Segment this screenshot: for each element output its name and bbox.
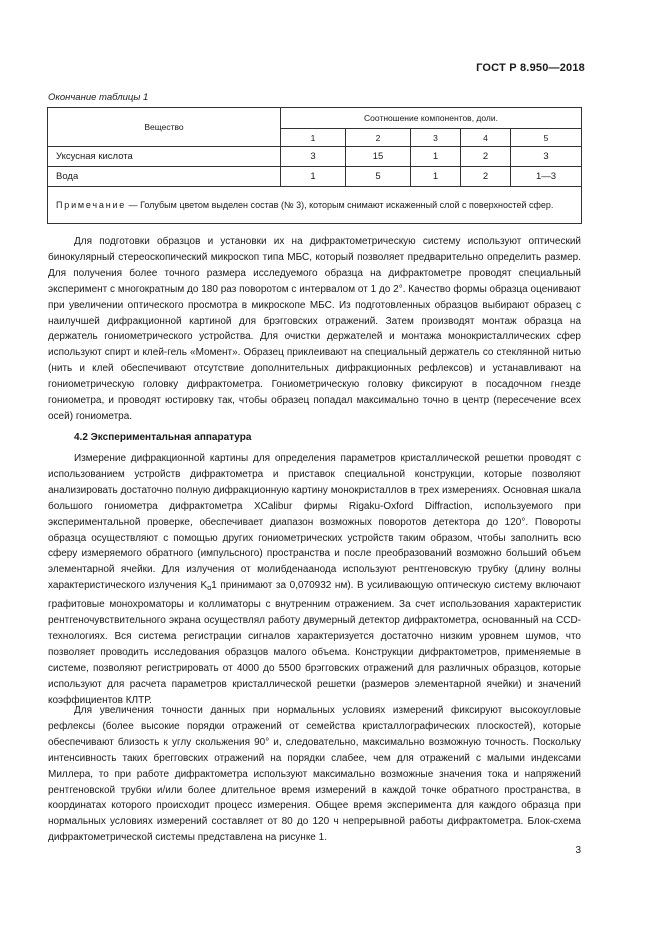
table-cell: 3 bbox=[511, 147, 582, 167]
note-label: Примечание bbox=[56, 199, 127, 210]
paragraph-apparatus bbox=[48, 451, 581, 709]
row-substance-name: Уксусная кислота bbox=[48, 147, 281, 167]
table-cell: 3 bbox=[281, 147, 346, 167]
table-cell: 1 bbox=[281, 167, 346, 187]
table-note bbox=[48, 187, 582, 224]
table-row bbox=[48, 167, 582, 187]
col-number: 2 bbox=[346, 129, 411, 147]
components-table bbox=[47, 107, 582, 224]
table-cell: 1 bbox=[411, 167, 461, 187]
note-text: — Голубым цветом выделен состав (№ 3), которым снимают искаженный слой с поверхностей сфер. bbox=[126, 199, 554, 210]
table-row bbox=[48, 147, 582, 167]
table-caption: Окончание таблицы 1 bbox=[48, 92, 149, 103]
paragraph-text: Измерение дифракционной картины для определения параметров кристаллической решетки проводят с использованием устройств дифрактометра и приставок специальной конструкции, которые позволяют анализировать достаточно полную дифракционную картину монокристаллов в трех измерениях. Основная шкала большого гониометра дифрактометра XCalibur фирмы Rigaku-Oxford Diffraction, используемого при экспериментальной проверке, обеспечивает диапазон возможных поворотов детектора до 120°. Повороты образца осуществляют с помощью других гониометрических устройств таким образом, чтобы заполнить всю сферу измеряемого обратного (импульсного) пространства и после преобразований возможно больший объем элементарной ячейки. Для излучения от молибденаанода используют рентгеновскую трубку (длину волны характеристического излучения K bbox=[48, 453, 581, 592]
section-heading: 4.2 Экспериментальная аппаратура bbox=[74, 432, 252, 443]
col-number: 3 bbox=[411, 129, 461, 147]
paragraph-sample-preparation bbox=[48, 234, 581, 425]
col-header-substance: Вещество bbox=[48, 108, 281, 147]
paragraph-accuracy bbox=[48, 703, 581, 846]
col-number: 1 bbox=[281, 129, 346, 147]
col-header-group: Соотношение компонентов, доли. bbox=[281, 108, 582, 129]
col-number: 4 bbox=[461, 129, 511, 147]
subscript-alpha: α bbox=[207, 585, 212, 593]
row-substance-name: Вода bbox=[48, 167, 281, 187]
paragraph-text-continued: 1 принимают за 0,070932 нм). В усиливающую оптическую систему включают графитовые монохроматоры и коллиматоры с внутренним отражением. За счет использования характеристик рентгеночувствительного экрана осуществлял работу двумерный детектор дифрактометра, основанный на CCD-технологиях. Вся система регистрации сигналов характеризуется достаточно низким уровнем шумов, что позволяет проводить исследования образцов малого объема. Конструкции дифрактометров, применяемые в системе, позволяют регистрировать от 4000 до 5500 брэгговских отражений для различных образцов, которые используют для расчета параметров кристаллической решетки (размеров элементарной ячейки) и значений коэффициентов КЛТР. bbox=[48, 580, 581, 706]
table-cell: 2 bbox=[461, 167, 511, 187]
table-cell: 2 bbox=[461, 147, 511, 167]
standard-number: ГОСТ Р 8.950—2018 bbox=[476, 62, 585, 74]
table-cell: 1—3 bbox=[511, 167, 582, 187]
table-cell: 5 bbox=[346, 167, 411, 187]
table-cell: 1 bbox=[411, 147, 461, 167]
paragraph-text: Для увеличения точности данных при нормальных условиях измерений фиксируют высокоугловые рефлексы (более высокие порядки отражений от семейства кристаллографических плоскостей), которые обеспечивают близость к углу скольжения 90° и, следовательно, максимально возможную точность. Поскольку интенсивность таких брегговских отражений на порядки слабее, чем для отражений с малыми индексами Миллера, то при работе дифрактометра используют максимально возможные значения тока и напряжений рентгеновской трубки и/или более длительное время измерений в каждой точке обратного пространства, в координатах которого происходит процесс измерения. Общее время эксперимента для каждого образца при нормальных условиях измерений составляет от 80 до 120 ч непрерывной работы дифрактометра. Блок-схема дифрактометрической системы представлена на рисунке 1. bbox=[48, 705, 581, 844]
paragraph-text: Для подготовки образцов и установки их на дифрактометрическую систему используют оптический бинокулярный стереоскопический микроскоп типа МБС, который позволяет предварительно определить размер. Для получения более точного размера исследуемого образца на дифрактометре проводят специальный эксперимент с многократным до 180 раз поворотом с интервалом от 1 до 2°. Качество формы образца оценивают при увеличении оптического просмотра в микроскопе МБС. Из подготовленных образцов выбирают образец с наилучшей дифракционной картиной для брэгговских отражений. Затем производят монтаж образца на держатель гониометрического устройства. Для очистки держателей и монтажа монокристаллических сфер используют спирт и клей-гель «Момент». Образец приклеивают на специальный держатель со стеклянной нитью (нить и клей обеспечивают отсутствие дополнительных дифракционных рефлексов) и устанавливают на гониометрическую головку дифрактометра. Гониометрическую головку фиксируют в посадочном гнезде гониометра, и проводят юстировку так, чтобы образец попадал максимально точно в центр (пересечение всех осей) гониометра. bbox=[48, 236, 581, 422]
table-cell: 15 bbox=[346, 147, 411, 167]
page-number: 3 bbox=[575, 845, 581, 856]
col-number: 5 bbox=[511, 129, 582, 147]
